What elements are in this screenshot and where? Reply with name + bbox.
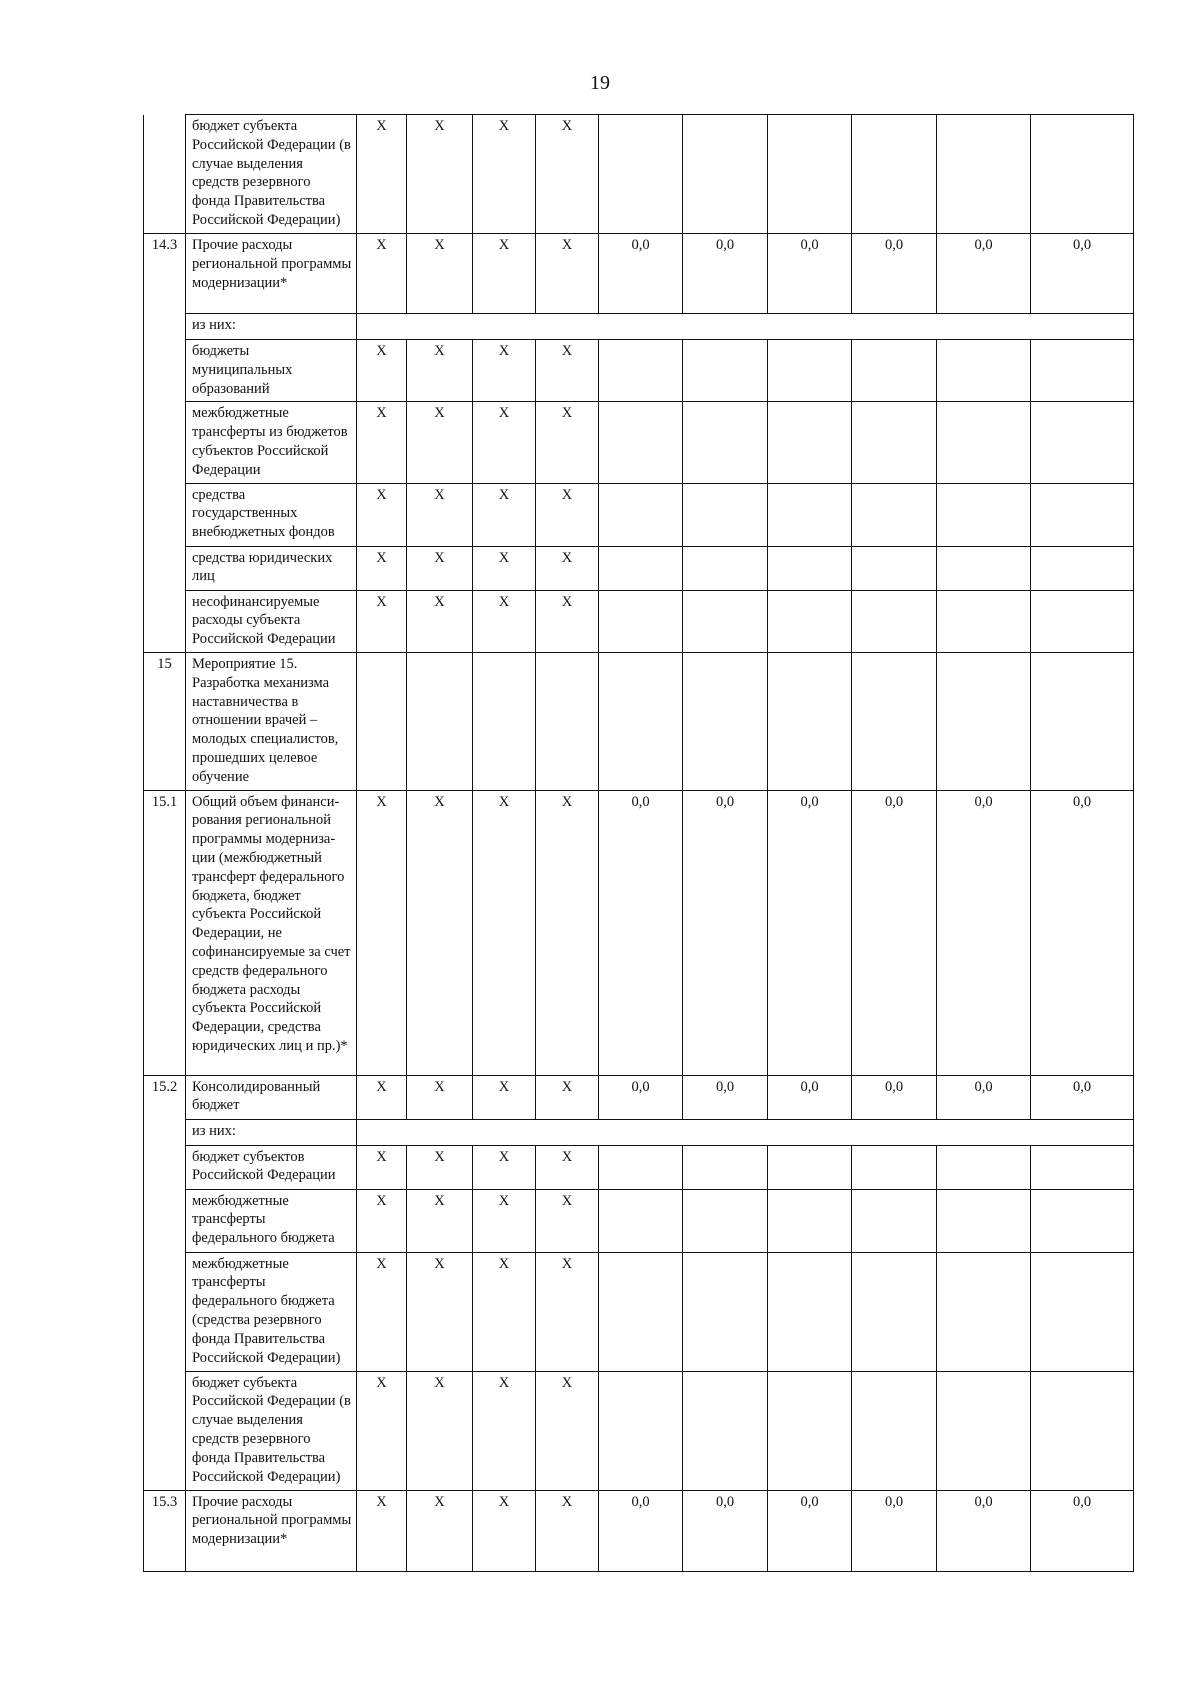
amount-cell [937, 590, 1031, 652]
row-number-cell [144, 546, 186, 590]
amount-cell [937, 402, 1031, 483]
not-applicable-mark-cell: X [473, 115, 536, 234]
amount-cell [768, 590, 852, 652]
amount-cell: 0,0 [599, 1490, 683, 1571]
table-row [144, 1490, 1134, 1571]
row-label-cell: из них: [186, 1119, 357, 1145]
amount-cell [768, 1145, 852, 1189]
not-applicable-mark-cell [473, 652, 536, 790]
amount-cell [1031, 546, 1134, 590]
table-row [144, 790, 1134, 1075]
amount-cell [1031, 1145, 1134, 1189]
not-applicable-mark-cell: X [357, 590, 407, 652]
amount-cell [683, 1252, 768, 1371]
not-applicable-mark-cell: X [407, 1371, 473, 1490]
amount-cell [768, 483, 852, 546]
not-applicable-mark-cell: X [407, 590, 473, 652]
not-applicable-mark-cell: X [407, 402, 473, 483]
table-row [144, 1119, 1134, 1145]
row-label-cell: средства государственных внебюджетных фондов [186, 483, 357, 546]
amount-cell [599, 483, 683, 546]
not-applicable-mark-cell: X [536, 402, 599, 483]
not-applicable-mark-cell: X [407, 546, 473, 590]
amount-cell: 0,0 [937, 790, 1031, 1075]
amount-cell [599, 590, 683, 652]
not-applicable-mark-cell: X [536, 1075, 599, 1119]
table-row [144, 402, 1134, 483]
budget-table [143, 114, 1134, 1572]
amount-cell [852, 483, 937, 546]
amount-cell [1031, 340, 1134, 402]
not-applicable-mark-cell: X [536, 1145, 599, 1189]
row-label-cell: бюджеты муниципальных образований [186, 340, 357, 402]
amount-cell [768, 402, 852, 483]
amount-cell [683, 1145, 768, 1189]
row-number-cell: 15.2 [144, 1075, 186, 1119]
table-row [144, 1252, 1134, 1371]
not-applicable-mark-cell: X [536, 1371, 599, 1490]
not-applicable-mark-cell: X [407, 1189, 473, 1252]
amount-cell: 0,0 [852, 234, 937, 314]
amount-cell [1031, 402, 1134, 483]
not-applicable-mark-cell: X [357, 1490, 407, 1571]
not-applicable-mark-cell: X [407, 1252, 473, 1371]
amount-cell: 0,0 [599, 1075, 683, 1119]
amount-cell: 0,0 [1031, 1075, 1134, 1119]
row-number-cell: 14.3 [144, 234, 186, 314]
amount-cell [852, 1252, 937, 1371]
amount-cell [1031, 652, 1134, 790]
row-number-cell [144, 1189, 186, 1252]
amount-cell [768, 1189, 852, 1252]
not-applicable-mark-cell: X [536, 1252, 599, 1371]
amount-cell [1031, 115, 1134, 234]
amount-cell: 0,0 [1031, 1490, 1134, 1571]
amount-cell [937, 1252, 1031, 1371]
not-applicable-mark-cell: X [536, 1490, 599, 1571]
row-label-cell: Консолидированный бюджет [186, 1075, 357, 1119]
not-applicable-mark-cell: X [536, 115, 599, 234]
amount-cell: 0,0 [683, 234, 768, 314]
not-applicable-mark-cell: X [407, 1075, 473, 1119]
amount-cell [852, 340, 937, 402]
amount-cell [1031, 483, 1134, 546]
row-label-cell: межбюджетные трансферты из бюджетов субъектов Российской Федерации [186, 402, 357, 483]
amount-cell [937, 340, 1031, 402]
table-row [144, 314, 1134, 340]
amount-cell: 0,0 [683, 1075, 768, 1119]
amount-cell: 0,0 [937, 1075, 1031, 1119]
subheader-span-cell [357, 1119, 1134, 1145]
amount-cell: 0,0 [1031, 790, 1134, 1075]
not-applicable-mark-cell: X [407, 483, 473, 546]
not-applicable-mark-cell: X [357, 483, 407, 546]
not-applicable-mark-cell: X [473, 340, 536, 402]
amount-cell [937, 1371, 1031, 1490]
amount-cell [937, 115, 1031, 234]
amount-cell [768, 546, 852, 590]
not-applicable-mark-cell: X [536, 790, 599, 1075]
row-label-cell: из них: [186, 314, 357, 340]
not-applicable-mark-cell: X [473, 546, 536, 590]
table-row [144, 1371, 1134, 1490]
amount-cell [683, 1371, 768, 1490]
row-label-cell: бюджет субъекта Российской Федерации (в случае выделения средств резервного фонда Правительства Российской Федерации) [186, 1371, 357, 1490]
amount-cell [768, 340, 852, 402]
amount-cell [683, 652, 768, 790]
not-applicable-mark-cell: X [357, 1252, 407, 1371]
amount-cell [768, 652, 852, 790]
not-applicable-mark-cell: X [473, 590, 536, 652]
not-applicable-mark-cell: X [536, 483, 599, 546]
not-applicable-mark-cell: X [473, 790, 536, 1075]
amount-cell: 0,0 [937, 234, 1031, 314]
not-applicable-mark-cell: X [473, 1490, 536, 1571]
not-applicable-mark-cell: X [473, 483, 536, 546]
not-applicable-mark-cell: X [473, 1189, 536, 1252]
not-applicable-mark-cell: X [407, 1490, 473, 1571]
amount-cell: 0,0 [768, 790, 852, 1075]
amount-cell [852, 546, 937, 590]
amount-cell [937, 546, 1031, 590]
not-applicable-mark-cell: X [407, 1145, 473, 1189]
table-row [144, 1189, 1134, 1252]
amount-cell [768, 1371, 852, 1490]
not-applicable-mark-cell: X [357, 115, 407, 234]
row-number-cell [144, 1119, 186, 1145]
not-applicable-mark-cell: X [357, 402, 407, 483]
row-number-cell [144, 1371, 186, 1490]
not-applicable-mark-cell [357, 652, 407, 790]
amount-cell [1031, 1252, 1134, 1371]
amount-cell [683, 590, 768, 652]
amount-cell [852, 1145, 937, 1189]
amount-cell [852, 1371, 937, 1490]
amount-cell [683, 402, 768, 483]
amount-cell: 0,0 [852, 790, 937, 1075]
amount-cell: 0,0 [768, 1490, 852, 1571]
amount-cell [683, 483, 768, 546]
row-number-cell [144, 314, 186, 340]
amount-cell [683, 1189, 768, 1252]
not-applicable-mark-cell: X [357, 790, 407, 1075]
not-applicable-mark-cell: X [357, 1371, 407, 1490]
not-applicable-mark-cell: X [407, 340, 473, 402]
not-applicable-mark-cell: X [473, 1371, 536, 1490]
row-label-cell: Общий объем финанси-рования региональной программы модерниза-ции (межбюджетный трансферт федерального бюджета, бюджет субъекта Российской Федерации, не софинансируемые за счет средств федерального бюджета расходы субъекта Российской Федерации, средства юридических лиц и пр.)* [186, 790, 357, 1075]
row-label-cell: Прочие расходы региональной программы модернизации* [186, 234, 357, 314]
amount-cell [852, 652, 937, 790]
not-applicable-mark-cell: X [473, 402, 536, 483]
not-applicable-mark-cell: X [536, 546, 599, 590]
row-number-cell [144, 1145, 186, 1189]
table-row [144, 546, 1134, 590]
amount-cell [599, 1189, 683, 1252]
amount-cell [599, 1371, 683, 1490]
not-applicable-mark-cell [407, 652, 473, 790]
row-label-cell: Мероприятие 15. Разработка механизма наставничества в отношении врачей – молодых специалистов, прошедших целевое обучение [186, 652, 357, 790]
amount-cell [937, 652, 1031, 790]
not-applicable-mark-cell: X [536, 234, 599, 314]
table-row [144, 483, 1134, 546]
amount-cell: 0,0 [937, 1490, 1031, 1571]
row-label-cell: бюджет субъекта Российской Федерации (в случае выделения средств резервного фонда Правительства Российской Федерации) [186, 115, 357, 234]
amount-cell [599, 546, 683, 590]
subheader-span-cell [357, 314, 1134, 340]
table-row [144, 115, 1134, 234]
amount-cell [1031, 590, 1134, 652]
not-applicable-mark-cell: X [473, 1075, 536, 1119]
row-number-cell [144, 115, 186, 234]
not-applicable-mark-cell: X [357, 1145, 407, 1189]
amount-cell [599, 652, 683, 790]
not-applicable-mark-cell: X [536, 1189, 599, 1252]
row-number-cell: 15.1 [144, 790, 186, 1075]
not-applicable-mark-cell: X [357, 340, 407, 402]
not-applicable-mark-cell: X [473, 1252, 536, 1371]
amount-cell [768, 115, 852, 234]
row-label-cell: средства юридических лиц [186, 546, 357, 590]
table-row [144, 590, 1134, 652]
amount-cell [1031, 1371, 1134, 1490]
amount-cell: 0,0 [852, 1075, 937, 1119]
row-number-cell [144, 340, 186, 402]
amount-cell [937, 1145, 1031, 1189]
not-applicable-mark-cell: X [473, 1145, 536, 1189]
not-applicable-mark-cell: X [357, 234, 407, 314]
not-applicable-mark-cell: X [536, 590, 599, 652]
row-number-cell: 15 [144, 652, 186, 790]
row-number-cell [144, 1252, 186, 1371]
amount-cell: 0,0 [852, 1490, 937, 1571]
row-label-cell: межбюджетные трансферты федерального бюджета [186, 1189, 357, 1252]
table-row [144, 234, 1134, 314]
not-applicable-mark-cell: X [407, 790, 473, 1075]
amount-cell [852, 402, 937, 483]
amount-cell: 0,0 [768, 1075, 852, 1119]
amount-cell [683, 115, 768, 234]
row-number-cell [144, 402, 186, 483]
amount-cell [852, 590, 937, 652]
amount-cell [599, 1252, 683, 1371]
amount-cell [852, 115, 937, 234]
row-label-cell: межбюджетные трансферты федерального бюджета (средства резервного фонда Правительства Российской Федерации) [186, 1252, 357, 1371]
not-applicable-mark-cell [536, 652, 599, 790]
row-label-cell: несофинансируемые расходы субъекта Российской Федерации [186, 590, 357, 652]
amount-cell [768, 1252, 852, 1371]
row-label-cell: бюджет субъектов Российской Федерации [186, 1145, 357, 1189]
table-row [144, 1075, 1134, 1119]
amount-cell: 0,0 [599, 790, 683, 1075]
not-applicable-mark-cell: X [407, 234, 473, 314]
amount-cell [683, 340, 768, 402]
row-number-cell [144, 483, 186, 546]
amount-cell: 0,0 [683, 1490, 768, 1571]
amount-cell [683, 546, 768, 590]
amount-cell [937, 483, 1031, 546]
amount-cell [599, 340, 683, 402]
amount-cell: 0,0 [599, 234, 683, 314]
row-label-cell: Прочие расходы региональной программы модернизации* [186, 1490, 357, 1571]
amount-cell: 0,0 [683, 790, 768, 1075]
row-number-cell [144, 590, 186, 652]
not-applicable-mark-cell: X [407, 115, 473, 234]
amount-cell [1031, 1189, 1134, 1252]
amount-cell [599, 402, 683, 483]
table-row [144, 652, 1134, 790]
not-applicable-mark-cell: X [536, 340, 599, 402]
row-number-cell: 15.3 [144, 1490, 186, 1571]
table-row [144, 1145, 1134, 1189]
amount-cell [599, 115, 683, 234]
not-applicable-mark-cell: X [357, 1189, 407, 1252]
amount-cell [599, 1145, 683, 1189]
page-number: 19 [590, 72, 610, 94]
amount-cell [937, 1189, 1031, 1252]
amount-cell: 0,0 [1031, 234, 1134, 314]
not-applicable-mark-cell: X [357, 546, 407, 590]
not-applicable-mark-cell: X [357, 1075, 407, 1119]
not-applicable-mark-cell: X [473, 234, 536, 314]
table-row [144, 340, 1134, 402]
amount-cell [852, 1189, 937, 1252]
amount-cell: 0,0 [768, 234, 852, 314]
